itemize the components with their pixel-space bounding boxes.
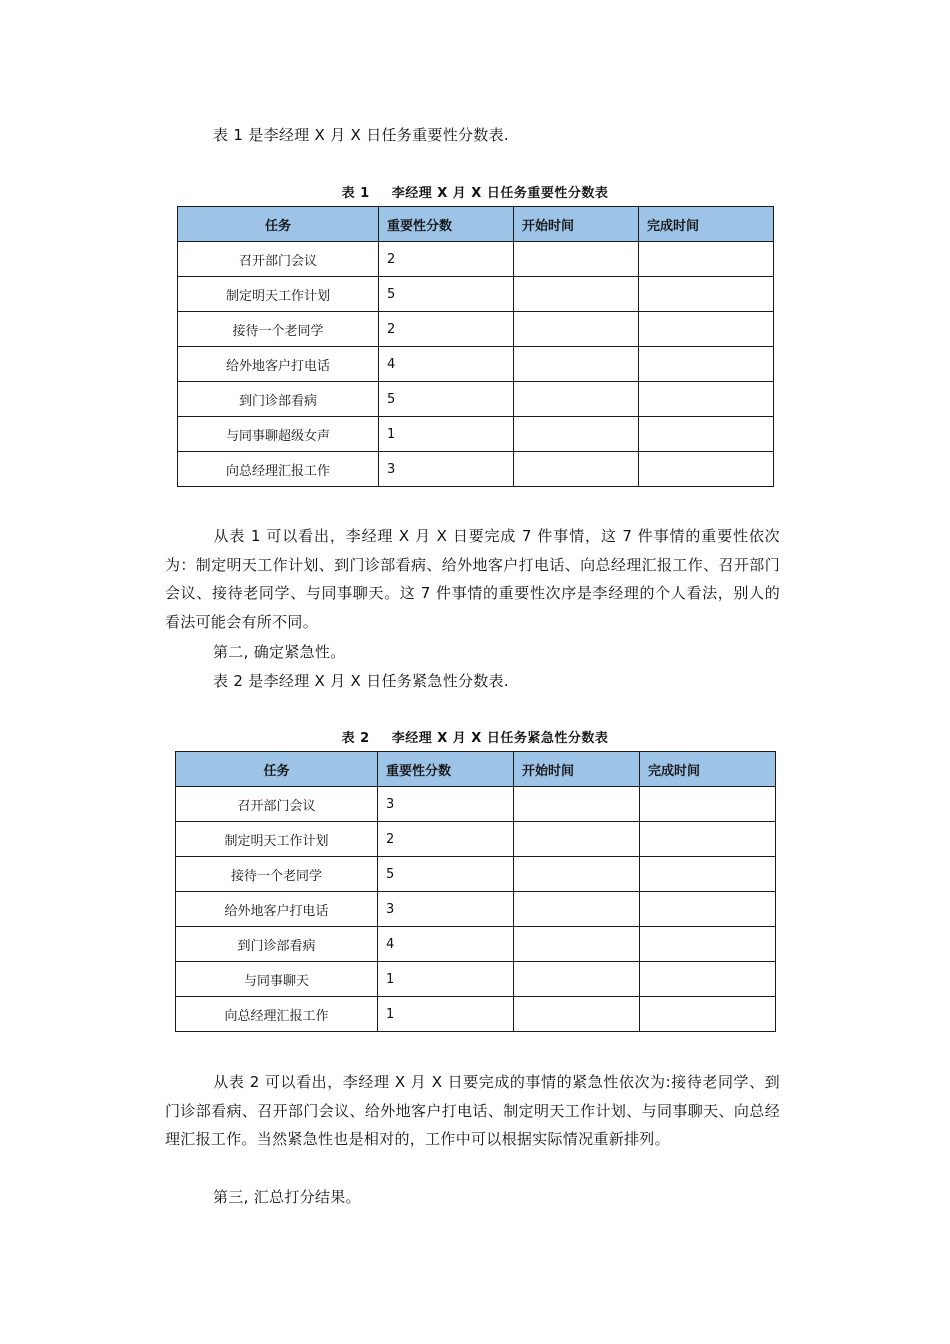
table-row [178, 382, 774, 417]
table-cell: 1 [378, 997, 514, 1032]
table-cell: 1 [378, 962, 514, 997]
table2-caption-number: 表 2 [341, 731, 370, 746]
table-cell [639, 312, 774, 347]
table-row [178, 417, 774, 452]
table-cell [514, 787, 640, 822]
table-cell: 3 [379, 452, 514, 487]
table-row [178, 312, 774, 347]
table-cell: 制定明天工作计划 [176, 822, 378, 857]
intro-table2: 表 2 是李经理 X 月 X 日任务紧急性分数表. [213, 672, 509, 690]
table-cell: 与同事聊超级女声 [178, 417, 379, 452]
table-cell: 向总经理汇报工作 [176, 997, 378, 1032]
table-cell: 召开部门会议 [178, 242, 379, 277]
table-cell [514, 417, 639, 452]
table-cell [639, 347, 774, 382]
table-cell [514, 927, 640, 962]
table2-caption-title: 李经理 X 月 X 日任务紧急性分数表 [391, 731, 609, 746]
table-row [176, 892, 776, 927]
table-cell [640, 962, 776, 997]
table1 [177, 206, 774, 487]
table-cell: 召开部门会议 [176, 787, 378, 822]
table2-header-cell: 开始时间 [514, 752, 640, 787]
table-row [178, 277, 774, 312]
table-cell [640, 892, 776, 927]
table-cell: 接待一个老同学 [178, 312, 379, 347]
table1-header-cell: 重要性分数 [379, 207, 514, 242]
table2 [175, 751, 776, 1032]
table-cell [514, 962, 640, 997]
table1-caption [0, 182, 950, 201]
table-cell [640, 787, 776, 822]
table-cell: 制定明天工作计划 [178, 277, 379, 312]
table-cell: 1 [379, 417, 514, 452]
section-second: 第二, 确定紧急性。 [213, 643, 346, 661]
table2-caption [0, 727, 950, 746]
table-cell: 给外地客户打电话 [178, 347, 379, 382]
table-cell: 3 [378, 787, 514, 822]
table-row [176, 857, 776, 892]
table-cell: 2 [378, 822, 514, 857]
table-cell [514, 382, 639, 417]
table-cell [514, 857, 640, 892]
table-cell: 2 [379, 242, 514, 277]
table-cell: 4 [379, 347, 514, 382]
table-cell [514, 892, 640, 927]
table-cell [514, 277, 639, 312]
table-cell: 与同事聊天 [176, 962, 378, 997]
table-cell: 到门诊部看病 [176, 927, 378, 962]
table-cell [639, 417, 774, 452]
table-row [176, 997, 776, 1032]
table2-header-row [176, 752, 776, 787]
table-row [178, 347, 774, 382]
paragraph-after-table2-text: 从表 2 可以看出，李经理 X 月 X 日要完成的事情的紧急性依次为:接待老同学、到门诊部看病、召开部门会议、给外地客户打电话、制定明天工作计划、与同事聊天、向总经理汇报工作。当然紧急性也是相对的，工作中可以根据实际情况重新排列。 [165, 1073, 780, 1148]
table-cell [639, 277, 774, 312]
table1-caption-title: 李经理 X 月 X 日任务重要性分数表 [391, 186, 609, 201]
table2-header-cell: 重要性分数 [378, 752, 514, 787]
table-cell: 5 [379, 277, 514, 312]
table-cell [639, 452, 774, 487]
table2-header-cell: 任务 [176, 752, 378, 787]
table-row [176, 962, 776, 997]
table-cell: 到门诊部看病 [178, 382, 379, 417]
table-cell [639, 382, 774, 417]
section-third: 第三, 汇总打分结果。 [213, 1188, 361, 1206]
table-cell [640, 822, 776, 857]
table-cell [639, 242, 774, 277]
table-cell [514, 312, 639, 347]
table1-caption-number: 表 1 [341, 186, 370, 201]
table-cell: 给外地客户打电话 [176, 892, 378, 927]
intro-table1: 表 1 是李经理 X 月 X 日任务重要性分数表. [213, 126, 509, 144]
table-cell [640, 857, 776, 892]
table-cell [514, 452, 639, 487]
table-cell [640, 997, 776, 1032]
table-cell: 5 [379, 382, 514, 417]
table-cell [514, 822, 640, 857]
table1-header-cell: 完成时间 [639, 207, 774, 242]
table-cell: 5 [378, 857, 514, 892]
table-cell: 2 [379, 312, 514, 347]
table-row [178, 242, 774, 277]
table-cell [514, 347, 639, 382]
table-cell: 接待一个老同学 [176, 857, 378, 892]
paragraph-after-table1 [165, 522, 780, 636]
paragraph-after-table2 [165, 1068, 780, 1154]
table-row [176, 822, 776, 857]
table1-header-cell: 开始时间 [514, 207, 639, 242]
table-cell [640, 927, 776, 962]
paragraph-after-table1-text: 从表 1 可以看出，李经理 X 月 X 日要完成 7 件事情，这 7 件事情的重要性依次为：制定明天工作计划、到门诊部看病、给外地客户打电话、向总经理汇报工作、召开部门会议、接待老同学、与同事聊天。这 7 件事情的重要性次序是李经理的个人看法，别人的看法可能会有所不同。 [165, 527, 780, 631]
table2-header-cell: 完成时间 [640, 752, 776, 787]
table-cell: 向总经理汇报工作 [178, 452, 379, 487]
table-cell [514, 997, 640, 1032]
table1-header-row [178, 207, 774, 242]
table-cell: 3 [378, 892, 514, 927]
table-row [176, 787, 776, 822]
table1-header-cell: 任务 [178, 207, 379, 242]
table-row [178, 452, 774, 487]
table-cell [514, 242, 639, 277]
table-cell: 4 [378, 927, 514, 962]
table-row [176, 927, 776, 962]
